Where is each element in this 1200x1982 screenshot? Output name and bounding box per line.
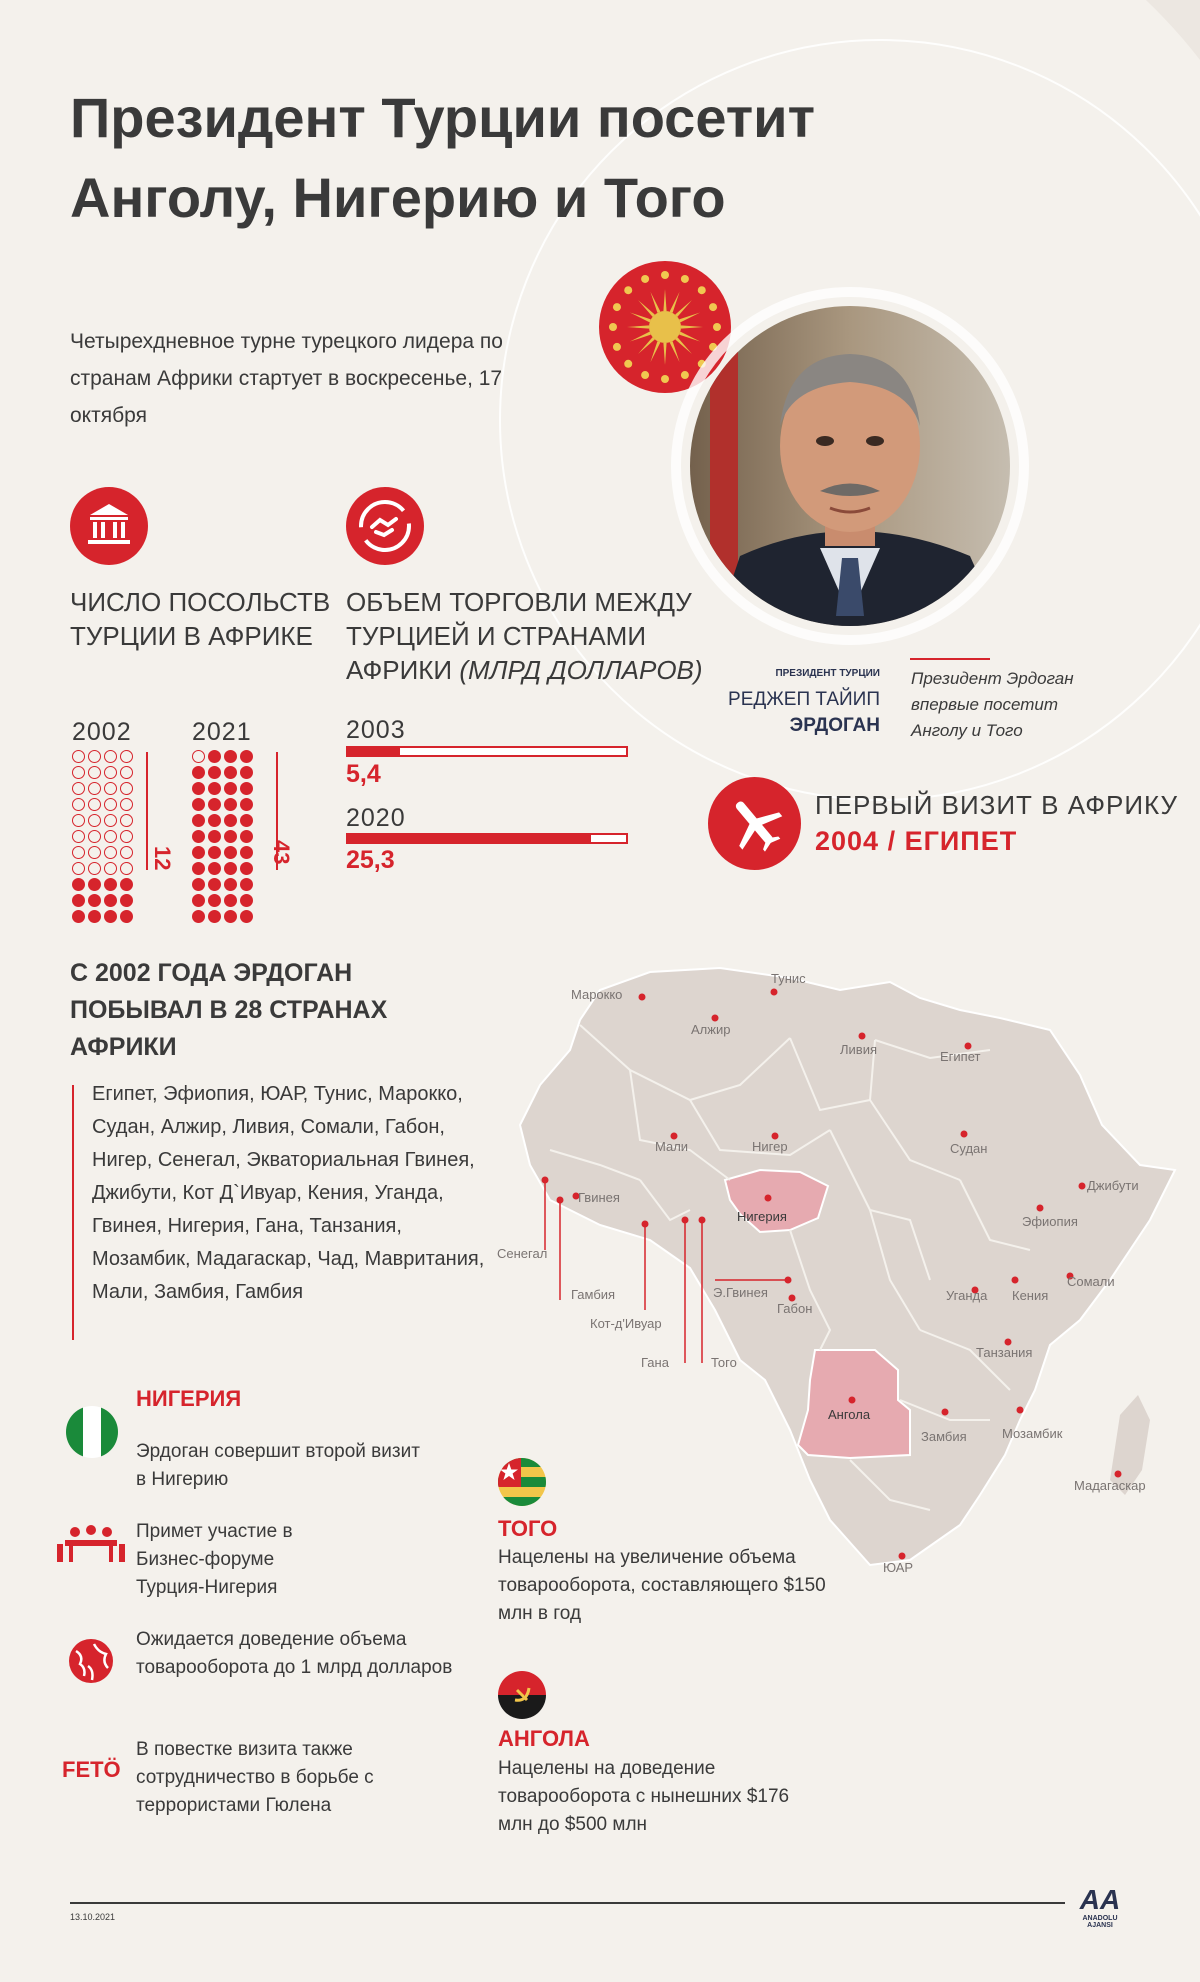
map-label-ghana: Гана xyxy=(641,1355,669,1370)
countries-visited-heading xyxy=(70,955,387,1066)
embassy-dot xyxy=(240,846,253,859)
embassy-dot xyxy=(72,798,85,811)
embassy-dot xyxy=(104,830,117,843)
business-meeting-icon xyxy=(57,1522,125,1566)
angola-text: Нацелены на доведение товарооборота с нынешних $176 млн до $500 млн xyxy=(498,1758,790,1835)
president-caption xyxy=(700,668,880,737)
nigeria-item-1: Эрдоган совершит второй визит в Нигерию xyxy=(136,1441,420,1490)
embassy-dot xyxy=(192,814,205,827)
embassy-dot xyxy=(120,830,133,843)
embassy-dot xyxy=(224,830,237,843)
embassy-dot xyxy=(192,782,205,795)
togo-heading: ТОГО xyxy=(498,1516,558,1541)
embassy-dot xyxy=(104,894,117,907)
footer-date: 13.10.2021 xyxy=(70,1912,116,1922)
seal-star xyxy=(613,303,621,311)
anadolu-logo-mark: AA xyxy=(1079,1884,1121,1915)
trade-bar-fill-2003 xyxy=(348,748,400,755)
president-name-line-1: РЕДЖЕП ТАЙИП xyxy=(728,689,880,710)
embassy-year-2021: 2021 xyxy=(192,718,252,746)
trade-caption-line-2: ТУРЦИЕЙ И СТРАНАМИ xyxy=(346,621,647,651)
seal-star xyxy=(681,275,689,283)
map-label-gambia: Гамбия xyxy=(571,1287,616,1302)
embassy-line-2002 xyxy=(146,752,148,870)
anadolu-logo xyxy=(1070,1885,1130,1929)
map-label-mali: Мали xyxy=(655,1139,689,1154)
embassy-dot xyxy=(88,798,101,811)
embassy-dot xyxy=(192,878,205,891)
countries-heading-line-1: С 2002 ГОДА ЭРДОГАН xyxy=(70,959,353,987)
embassy-dot xyxy=(120,846,133,859)
embassy-dot xyxy=(88,782,101,795)
title-line-1: Президент Турции посетит xyxy=(70,86,816,149)
embassy-dot xyxy=(104,814,117,827)
embassy-dot xyxy=(120,766,133,779)
seal-star xyxy=(641,275,649,283)
nigeria-item-4: В повестке визита также сотрудничество в борьбе с террористами Гюлена xyxy=(136,1739,374,1816)
map-label-togo: Того xyxy=(711,1355,737,1370)
embassy-dot xyxy=(208,894,221,907)
trade-value-2003: 5,4 xyxy=(346,760,381,788)
countries-heading-line-2: ПОБЫВАЛ В 28 СТРАНАХ xyxy=(70,996,388,1024)
seal-star xyxy=(661,375,669,383)
embassy-dot xyxy=(224,846,237,859)
embassy-dot xyxy=(104,766,117,779)
embassy-dot xyxy=(120,814,133,827)
embassy-dot xyxy=(88,862,101,875)
map-label-morocco: Марокко xyxy=(571,987,623,1002)
embassy-dot xyxy=(88,910,101,923)
seal-star xyxy=(641,371,649,379)
trade-bar-2003 xyxy=(346,746,628,757)
nigeria-heading: НИГЕРИЯ xyxy=(136,1386,242,1411)
embassy-dot xyxy=(192,830,205,843)
africa-landmass xyxy=(520,968,1175,1565)
embassy-dot xyxy=(240,782,253,795)
president-note xyxy=(911,666,1074,744)
embassy-dot xyxy=(72,846,85,859)
airplane-icon xyxy=(708,777,801,870)
president-note-line-1: Президент Эрдоган xyxy=(911,669,1074,688)
president-portrait xyxy=(670,286,1030,646)
map-label-egypt: Египет xyxy=(940,1049,981,1064)
map-label-algeria: Алжир xyxy=(691,1022,731,1037)
map-label-tanzania: Танзания xyxy=(976,1345,1033,1360)
embassy-dot xyxy=(88,830,101,843)
embassy-dot xyxy=(120,798,133,811)
embassy-dot xyxy=(224,814,237,827)
map-label-ivory-coast: Кот-д'Ивуар xyxy=(590,1316,662,1331)
trade-year-2020: 2020 xyxy=(346,804,406,832)
embassy-dot xyxy=(240,862,253,875)
embassy-dot xyxy=(104,798,117,811)
map-label-uganda: Уганда xyxy=(946,1288,988,1303)
seal-star xyxy=(609,323,617,331)
embassy-dot xyxy=(88,878,101,891)
title-line-2: Анголу, Нигерию и Того xyxy=(70,166,726,229)
embassy-dot xyxy=(240,750,253,763)
map-label-mozambique: Мозамбик xyxy=(1002,1426,1063,1441)
embassy-dots-2002 xyxy=(72,750,134,924)
embassy-dot xyxy=(192,846,205,859)
embassy-dot xyxy=(208,830,221,843)
embassy-dot xyxy=(208,782,221,795)
embassy-dot xyxy=(224,862,237,875)
embassy-dot xyxy=(72,814,85,827)
embassy-dot xyxy=(104,862,117,875)
trade-bar-2020 xyxy=(346,833,628,844)
embassy-dot xyxy=(240,878,253,891)
map-label-djibouti: Джибути xyxy=(1087,1178,1139,1193)
embassies-caption-line-2: ТУРЦИИ В АФРИКЕ xyxy=(70,621,313,651)
embassy-dot xyxy=(208,814,221,827)
embassy-dot xyxy=(208,798,221,811)
embassy-dot xyxy=(72,750,85,763)
embassy-dot xyxy=(224,750,237,763)
map-label-tunisia: Тунис xyxy=(771,971,806,986)
anadolu-logo-text: ANADOLU AJANSI xyxy=(1082,1915,1118,1929)
embassy-dot xyxy=(240,830,253,843)
trade-caption-line-1: ОБЪЕМ ТОРГОВЛИ МЕЖДУ xyxy=(346,587,692,617)
embassy-dot xyxy=(192,910,205,923)
embassy-dot xyxy=(208,878,221,891)
map-label-eq-guinea: Э.Гвинея xyxy=(713,1285,768,1300)
embassy-dot xyxy=(224,894,237,907)
map-label-niger: Нигер xyxy=(752,1139,788,1154)
embassy-dot xyxy=(208,766,221,779)
trade-caption xyxy=(346,585,706,687)
embassy-dot xyxy=(104,750,117,763)
embassy-dot xyxy=(104,878,117,891)
embassy-dot xyxy=(208,846,221,859)
globe-icon xyxy=(66,1636,116,1686)
page-title xyxy=(70,78,970,238)
president-name-line-2: ЭРДОГАН xyxy=(789,715,880,736)
angola-flag-icon xyxy=(497,1670,547,1720)
trade-caption-unit: (МЛРД ДОЛЛАРОВ) xyxy=(459,655,703,685)
nigeria-item-3: Ожидается доведение объема товарооборота до 1 млрд долларов xyxy=(136,1629,453,1678)
embassy-dot xyxy=(224,878,237,891)
map-label-senegal: Сенегал xyxy=(497,1246,548,1261)
embassy-dot xyxy=(72,894,85,907)
map-label-madagascar: Мадагаскар xyxy=(1074,1478,1146,1493)
president-role: ПРЕЗИДЕНТ ТУРЦИИ xyxy=(775,668,880,679)
embassy-count-2002: 12 xyxy=(150,846,175,871)
countries-list-line xyxy=(72,1085,74,1340)
embassy-dot xyxy=(72,910,85,923)
map-label-nigeria: Нигерия xyxy=(737,1209,787,1224)
embassy-dot xyxy=(240,910,253,923)
countries-visited-list: Египет, Эфиопия, ЮАР, Тунис, Марокко, Судан, Алжир, Ливия, Сомали, Габон, Нигер, Сенегал, Экваториальная Гвинея, Джибути, Кот Д`Ивуар, Кения, Уганда, Гвинея, Нигерия, Гана, Танзания, Мозамбик, Мадагаскар, Чад, Мавритания, Мали, Замбия, Гамбия xyxy=(92,1083,485,1303)
seal-star xyxy=(624,286,632,294)
map-label-kenya: Кения xyxy=(1012,1288,1049,1303)
embassy-dot xyxy=(192,862,205,875)
trade-caption-line-3 xyxy=(346,653,706,687)
embassy-dot xyxy=(240,766,253,779)
embassy-dot xyxy=(88,814,101,827)
embassy-dot xyxy=(208,750,221,763)
nigeria-item-2: Примет участие в Бизнес-форуме Турция-Нигерия xyxy=(136,1521,293,1598)
embassy-dot xyxy=(88,766,101,779)
embassy-count-2021: 43 xyxy=(269,840,294,865)
footer-divider xyxy=(70,1902,1065,1904)
embassy-dot xyxy=(120,782,133,795)
embassy-dot xyxy=(88,750,101,763)
map-label-somalia: Сомали xyxy=(1067,1274,1115,1289)
embassy-dot xyxy=(192,766,205,779)
embassy-dot xyxy=(224,798,237,811)
embassy-dot xyxy=(104,910,117,923)
countries-heading-line-3: АФРИКИ xyxy=(70,1033,177,1061)
map-label-angola: Ангола xyxy=(828,1407,871,1422)
embassy-dot xyxy=(208,910,221,923)
first-visit-label: ПЕРВЫЙ ВИЗИТ В АФРИКУ xyxy=(815,790,1178,820)
embassy-dot xyxy=(120,862,133,875)
trade-value-2020: 25,3 xyxy=(346,846,395,874)
map-label-guinea: Гвинея xyxy=(578,1190,620,1205)
trade-caption-africa: АФРИКИ xyxy=(346,655,453,685)
trade-handshake-icon xyxy=(346,487,424,565)
embassy-dot xyxy=(72,782,85,795)
embassy-dot xyxy=(240,814,253,827)
embassy-dot xyxy=(104,782,117,795)
embassy-dot xyxy=(192,798,205,811)
embassy-dot xyxy=(208,862,221,875)
map-label-south-africa: ЮАР xyxy=(883,1560,914,1575)
map-label-zambia: Замбия xyxy=(921,1429,967,1444)
trade-bar-fill-2020 xyxy=(348,835,591,842)
trade-year-2003: 2003 xyxy=(346,716,406,744)
embassies-caption-line-1: ЧИСЛО ПОСОЛЬСТВ xyxy=(70,587,331,617)
embassy-dots-2021 xyxy=(192,750,254,924)
embassy-dot xyxy=(88,894,101,907)
embassy-dot xyxy=(240,894,253,907)
embassy-dot xyxy=(240,798,253,811)
embassy-dot xyxy=(192,750,205,763)
togo-text: Нацелены на увеличение объема товарооборота, составляющего $150 млн в год xyxy=(498,1547,826,1624)
embassy-dot xyxy=(192,894,205,907)
embassy-dot xyxy=(224,910,237,923)
seal-star xyxy=(613,343,621,351)
president-note-line-3: Анголу и Того xyxy=(911,721,1023,740)
embassy-building-icon xyxy=(70,487,148,565)
embassy-dot xyxy=(120,878,133,891)
embassy-dot xyxy=(72,862,85,875)
embassy-dot xyxy=(224,766,237,779)
map-label-libya: Ливия xyxy=(840,1042,878,1057)
seal-star xyxy=(624,360,632,368)
embassy-dot xyxy=(72,830,85,843)
nigeria-flag-icon xyxy=(65,1405,119,1459)
embassy-year-2002: 2002 xyxy=(72,718,132,746)
president-note-line-2: впервые посетит xyxy=(911,695,1059,714)
embassy-dot xyxy=(224,782,237,795)
embassy-dot xyxy=(72,766,85,779)
first-visit-value: 2004 / ЕГИПЕТ xyxy=(815,826,1018,856)
embassies-caption xyxy=(70,585,350,653)
angola-heading: АНГОЛА xyxy=(498,1726,590,1751)
embassy-dot xyxy=(88,846,101,859)
seal-star xyxy=(661,271,669,279)
angola-highlight xyxy=(798,1350,910,1458)
togo-flag-icon xyxy=(497,1457,547,1507)
embassy-dot xyxy=(120,894,133,907)
embassy-dot xyxy=(120,750,133,763)
embassy-dot xyxy=(104,846,117,859)
embassy-dot xyxy=(120,910,133,923)
map-label-sudan: Судан xyxy=(950,1141,988,1156)
lead-text: Четырехдневное турне турецкого лидера по странам Африки стартует в воскресенье, 17 октября xyxy=(70,330,503,427)
map-label-ethiopia: Эфиопия xyxy=(1022,1214,1078,1229)
map-label-gabon: Габон xyxy=(777,1301,813,1316)
president-note-divider xyxy=(910,658,990,660)
embassy-dot xyxy=(72,878,85,891)
feto-label: FETÖ xyxy=(62,1757,121,1782)
